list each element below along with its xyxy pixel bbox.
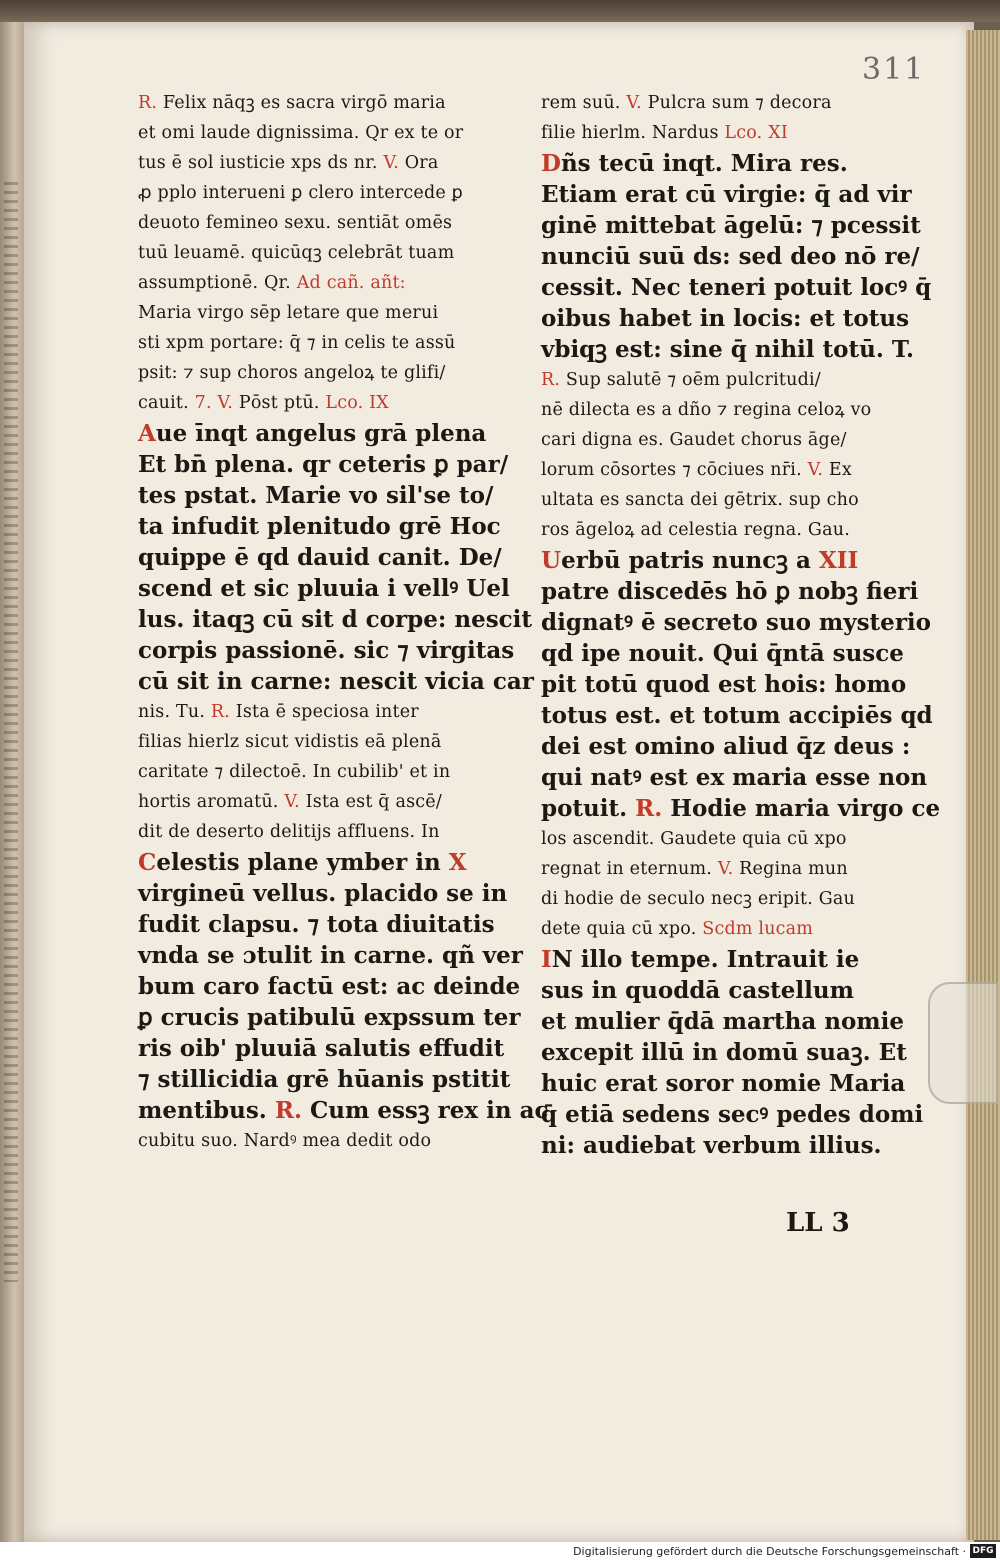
text-line (138, 940, 523, 971)
text-line (138, 909, 523, 940)
rubric-text: X (448, 849, 467, 876)
rubric-text: V. (383, 153, 405, 173)
line-text: di hodie de seculo necꝫ eripit. Gau (541, 889, 856, 909)
text-line (541, 1037, 936, 1068)
rubric-text: V. (807, 460, 829, 480)
text-line (541, 1006, 936, 1037)
text-line (138, 238, 523, 268)
line-text: elestis plane ymber in (156, 849, 449, 876)
rubric-text: XII (818, 547, 859, 574)
rubric-text: I (541, 946, 552, 973)
text-line (541, 179, 936, 210)
rubric-text: R. (138, 93, 163, 113)
line-text: cessit. Nec teneri potuit locꝰ q̄ (541, 274, 932, 301)
line-text: filie hierlm. Nardus (541, 123, 725, 143)
text-line (138, 449, 523, 480)
rubric-text: V. (284, 792, 306, 812)
line-text: rem suū. (541, 93, 627, 113)
line-text: N illo tempe. Intrauit ie (551, 946, 860, 973)
line-text: erbū patris nuncꝫ a (561, 547, 819, 574)
rubric-text: C (138, 849, 157, 876)
line-text: tus ē sol iusticie xps ds nr. (138, 153, 384, 173)
text-line (138, 88, 523, 118)
facing-page-text-fragments (4, 182, 18, 1282)
line-text: ꝓ pplo interueni ꝑ clero intercede ꝑ (138, 183, 463, 203)
line-text: filias hierlz sicut vidistis eā plenā (138, 732, 442, 752)
text-line (138, 697, 523, 727)
text-line (138, 208, 523, 238)
text-line (541, 365, 936, 395)
text-line (138, 757, 523, 787)
clasp-overlay (928, 982, 998, 1104)
line-text: Pulcra sum ⁊ decora (647, 93, 832, 113)
text-line (138, 1033, 523, 1064)
text-line (138, 727, 523, 757)
line-text: lus. itaqꝫ cū sit d corpe: nescit (138, 606, 533, 633)
line-text: tuū leuamē. quicūqꝫ celebrāt tuam (138, 243, 455, 263)
line-text: deuoto femineo sexu. sentiāt omēs (138, 213, 453, 233)
text-line (138, 666, 534, 697)
line-text: dete quia cū xpo. (541, 919, 703, 939)
text-line (541, 914, 936, 944)
line-text: oibus habet in locis: et totus (541, 305, 910, 332)
line-text: Hodie maria virgo ce (670, 795, 941, 822)
line-text: assumptionē. Qr. (138, 273, 297, 293)
line-text: lorum cōsortes ⁊ cōciues nr̄i. (541, 460, 808, 480)
line-text: qui natꝰ est ex maria esse non (541, 764, 928, 791)
text-line (138, 1002, 523, 1033)
rubric-text: Lco. IX (325, 393, 389, 413)
line-text: ta infudit plenitudo grē Hoc (138, 513, 501, 540)
line-text: cubitu suo. Nardꝰ mea dedit odo (138, 1131, 432, 1151)
text-line (541, 395, 936, 425)
line-text: bum caro factū est: ac deinde (138, 973, 521, 1000)
rubric-text: Scdm lucam (702, 919, 814, 939)
rubric-text: 7. V. (194, 393, 239, 413)
rubric-text: R. (541, 370, 566, 390)
text-line (541, 944, 936, 975)
line-text: huic erat soror nomie Maria (541, 1070, 906, 1097)
line-text: corpis passionē. sic ⁊ virgitas (138, 637, 515, 664)
line-text: ue īnqt angelus grā plena (155, 420, 487, 447)
line-text: ris oib' pluuiā salutis effudit (138, 1035, 505, 1062)
rubric-text: A (138, 420, 156, 447)
line-text: Etiam erat cū virgie: q̄ ad vir (541, 181, 912, 208)
line-text: Et bn̄ plena. qr ceteris ꝑ par/ (138, 451, 509, 478)
text-line (541, 824, 936, 854)
line-text: los ascendit. Gaudete quia cū xpo (541, 829, 847, 849)
text-line (541, 669, 936, 700)
line-text: Maria virgo sēp letare que merui (138, 303, 439, 323)
dfg-logo: DFG (970, 1544, 996, 1558)
line-text: et mulier q̄dā martha nomie (541, 1008, 905, 1035)
text-line (138, 328, 523, 358)
rubric-text: D (541, 150, 561, 177)
text-line (138, 878, 523, 909)
line-text: excepit illū in domū suaꝫ. Et (541, 1039, 907, 1066)
text-line (138, 635, 523, 666)
line-text: quippe ē qd dauid canit. De/ (138, 544, 502, 571)
line-text: q̄ etiā sedens secꝰ pedes domi (541, 1101, 924, 1128)
line-text: nē dilecta es a dño ⁊ regina celoꝝ vo (541, 400, 872, 420)
text-line (541, 607, 936, 638)
line-text: cū sit in carne: nescit vicia car (138, 668, 534, 695)
text-line (138, 358, 523, 388)
text-line (138, 542, 523, 573)
line-text: hortis aromatū. (138, 792, 285, 812)
text-line (138, 1126, 523, 1156)
facing-page-edge (0, 22, 24, 1542)
line-text: Ex (828, 460, 852, 480)
line-text: ros āgeloꝝ ad celestia regna. Gau. (541, 520, 850, 540)
text-line (541, 425, 936, 455)
line-text: sti xpm portare: q̄ ⁊ in celis te assū (138, 333, 456, 353)
rubric-text: Ad cañ. añt: (296, 273, 406, 293)
text-line (138, 1064, 523, 1095)
line-text: cari digna es. Gaudet chorus āge/ (541, 430, 847, 450)
text-line (541, 88, 936, 118)
line-text: ⁊ stillicidia grē hūanis pstitit (138, 1066, 511, 1093)
line-text: Ista est q̄ ascē/ (305, 792, 442, 812)
text-line (138, 1095, 549, 1126)
rubric-text: U (541, 547, 562, 574)
text-line (138, 178, 523, 208)
line-text: sus in quoddā castellum (541, 977, 854, 1004)
text-line (541, 515, 936, 545)
text-line (541, 303, 936, 334)
fore-edge (966, 30, 1000, 1540)
line-text: dei est omino aliud q̄z deus : (541, 733, 911, 760)
line-text: qd ipe nouit. Qui q̄ntā susce (541, 640, 904, 667)
text-line (541, 148, 936, 179)
text-line (138, 817, 523, 847)
text-line (138, 847, 523, 878)
text-line (138, 118, 523, 148)
rubric-text: V. (717, 859, 740, 879)
line-text: caritate ⁊ dilectoē. In cubilib' et in (138, 762, 451, 782)
rubric-text: Lco. XI (724, 123, 788, 143)
line-text: Sup salutē ⁊ oēm pulcritudi/ (565, 370, 821, 390)
line-text: scend et sic pluuia i vellꝰ Uel (138, 575, 510, 602)
text-line (138, 268, 523, 298)
rubric-text: R. (210, 702, 236, 722)
text-line (541, 272, 936, 303)
right-text-column (541, 88, 941, 1161)
rubric-text: R. (274, 1097, 310, 1124)
text-line (541, 118, 936, 148)
text-line (541, 210, 936, 241)
line-text: cauit. (138, 393, 195, 413)
footer-credit: Digitalisierung gefördert durch die Deutsche Forschungsgemeinschaft · (573, 1545, 966, 1558)
text-line (138, 418, 523, 449)
text-line (541, 762, 936, 793)
line-text: ꝑ crucis patibulū expssum ter (138, 1004, 521, 1031)
text-line (138, 148, 523, 178)
line-text: Ista ē speciosa inter (235, 702, 419, 722)
line-text: dit de deserto delitijs affluens. In (138, 822, 440, 842)
line-text: pit totū quod est hois: homo (541, 671, 907, 698)
line-text: vnda se ɔtulit in carne. qñ ver (138, 942, 523, 969)
signature-mark: LL 3 (786, 1208, 850, 1238)
line-text: potuit. (541, 795, 636, 822)
line-text: Regina mun (739, 859, 848, 879)
text-line (541, 1068, 936, 1099)
text-line (138, 388, 523, 418)
line-text: ginē mittebat āgelū: ⁊ pcessit (541, 212, 921, 239)
text-line (541, 638, 936, 669)
text-line (541, 455, 936, 485)
text-line (541, 334, 936, 365)
text-line (541, 485, 936, 515)
text-line (541, 793, 941, 824)
text-line (541, 1099, 936, 1130)
line-text: Ora (404, 153, 439, 173)
line-text: ñs tecū inqt. Mira res. (560, 150, 848, 177)
text-line (138, 971, 523, 1002)
line-text: tes pstat. Marie vo sil'se to/ (138, 482, 494, 509)
line-text: nis. Tu. (138, 702, 211, 722)
folio-number: 311 (862, 52, 926, 87)
line-text: ni: audiebat verbum illius. (541, 1132, 882, 1159)
line-text: fudit clapsu. ⁊ tota diuitatis (138, 911, 495, 938)
line-text: Felix nāqꝫ es sacra virgō maria (162, 93, 446, 113)
text-line (138, 480, 523, 511)
book-top-edge (0, 0, 1000, 22)
text-line (138, 298, 523, 328)
text-line (541, 731, 936, 762)
left-text-column (138, 88, 549, 1156)
text-line (541, 1130, 936, 1161)
line-text: et omi laude dignissima. Qr ex te or (138, 123, 464, 143)
text-line (541, 700, 936, 731)
line-text: psit: ⁊ sup choros angeloꝝ te glifi/ (138, 363, 446, 383)
text-line (541, 576, 936, 607)
line-text: nunciū suū ds: sed deo nō re/ (541, 243, 920, 270)
text-line (138, 787, 523, 817)
line-text: totus est. et totum accipiēs qd (541, 702, 933, 729)
text-line (138, 511, 523, 542)
text-line (541, 975, 936, 1006)
text-line (138, 604, 533, 635)
rubric-text: R. (635, 795, 671, 822)
line-text: dignatꝰ ē secreto suo mysterio (541, 609, 932, 636)
text-line (541, 884, 936, 914)
line-text: patre discedēs hō ꝑ nobꝫ fieri (541, 578, 919, 605)
text-line (541, 241, 936, 272)
text-line (541, 545, 936, 576)
line-text: mentibus. (138, 1097, 275, 1124)
rubric-text: V. (626, 93, 648, 113)
line-text: Pōst ptū. (238, 393, 326, 413)
line-text: virgineū vellus. placido se in (138, 880, 508, 907)
line-text: ultata es sancta dei gētrix. sup cho (541, 490, 859, 510)
line-text: vbiqꝫ est: sine q̄ nihil totū. T. (541, 336, 915, 363)
text-line (138, 573, 523, 604)
line-text: Cum essꝫ rex in ac (309, 1097, 549, 1124)
text-line (541, 854, 936, 884)
line-text: regnat in eternum. (541, 859, 718, 879)
